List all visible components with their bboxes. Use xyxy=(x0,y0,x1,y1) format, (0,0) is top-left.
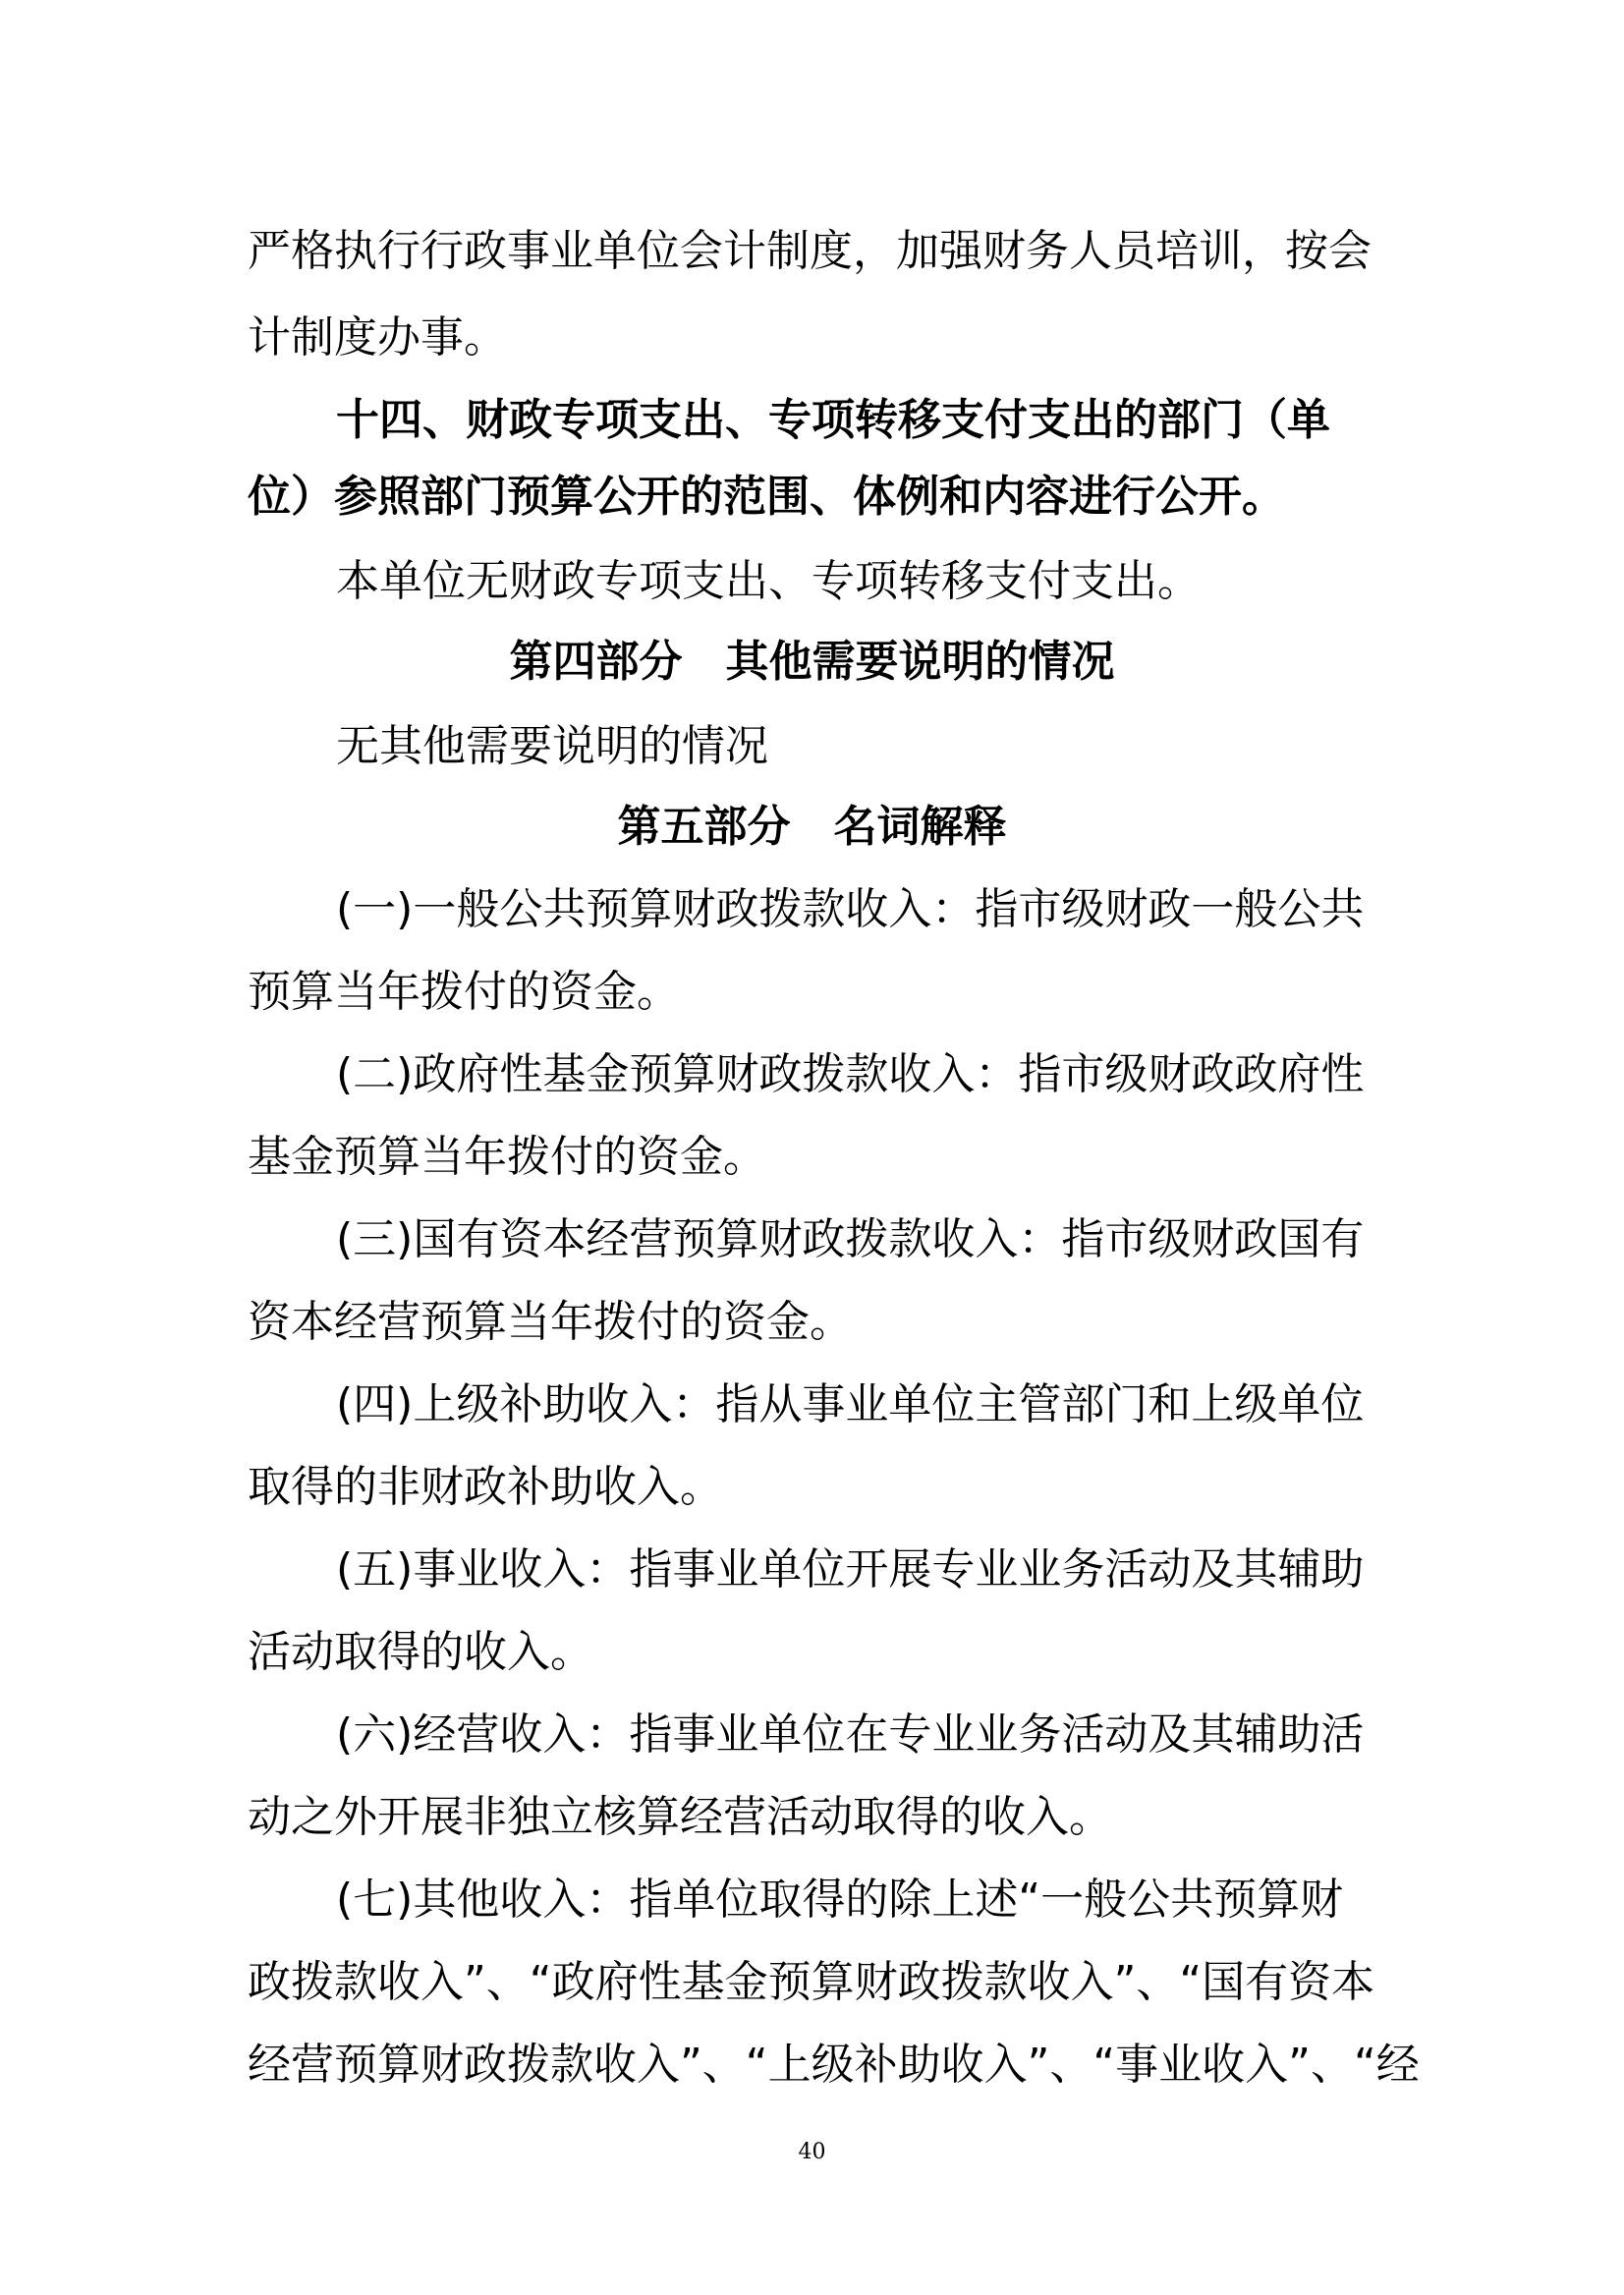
definition-item: (七)其他收入：指单位取得的除上述“一般公共预算财 xyxy=(336,1875,1344,1925)
definition-item: 基金预算当年拨付的资金。 xyxy=(248,1132,766,1182)
page-number: 40 xyxy=(798,2140,826,2164)
section-heading: 位）参照部门预算公开的范围、体例和内容进行公开。 xyxy=(248,472,1285,522)
definition-item: 预算当年拨付的资金。 xyxy=(248,967,680,1017)
definition-item: (六)经营收入：指事业单位在专业业务活动及其辅助活 xyxy=(336,1709,1365,1760)
paragraph-line: 本单位无财政专项支出、专项转移支付支出。 xyxy=(336,556,1201,606)
definition-item: 资本经营预算当年拨付的资金。 xyxy=(248,1297,853,1347)
section-heading: 十四、财政专项支出、专项转移支付支出的部门（单 xyxy=(336,395,1330,445)
paragraph-line: 无其他需要说明的情况 xyxy=(336,721,768,771)
part-title: 第五部分 名词解释 xyxy=(617,802,1007,852)
definition-item: (五)事业收入：指事业单位开展专业业务活动及其辅助 xyxy=(336,1544,1365,1595)
definition-item: 取得的非财政补助收入。 xyxy=(248,1462,723,1512)
definition-item: (一)一般公共预算财政拨款收入：指市级财政一般公共 xyxy=(336,884,1365,934)
definition-item: (四)上级补助收入：指从事业单位主管部门和上级单位 xyxy=(336,1379,1365,1429)
definition-item: (二)政府性基金预算财政拨款收入：指市级财政政府性 xyxy=(336,1049,1365,1099)
definition-item: (三)国有资本经营预算财政拨款收入：指市级财政国有 xyxy=(336,1214,1365,1264)
paragraph-line: 计制度办事。 xyxy=(248,312,507,363)
definition-item: 动之外开展非独立核算经营活动取得的收入。 xyxy=(248,1792,1112,1842)
part-title: 第四部分 其他需要说明的情况 xyxy=(509,637,1115,687)
definition-item: 经营预算财政拨款收入”、“上级补助收入”、“事业收入”、“经 xyxy=(248,2040,1420,2090)
definition-item: 政拨款收入”、“政府性基金预算财政拨款收入”、“国有资本 xyxy=(248,1957,1375,2007)
paragraph-line: 严格执行行政事业单位会计制度，加强财务人员培训，按会 xyxy=(248,226,1372,276)
definition-item: 活动取得的收入。 xyxy=(248,1627,593,1677)
